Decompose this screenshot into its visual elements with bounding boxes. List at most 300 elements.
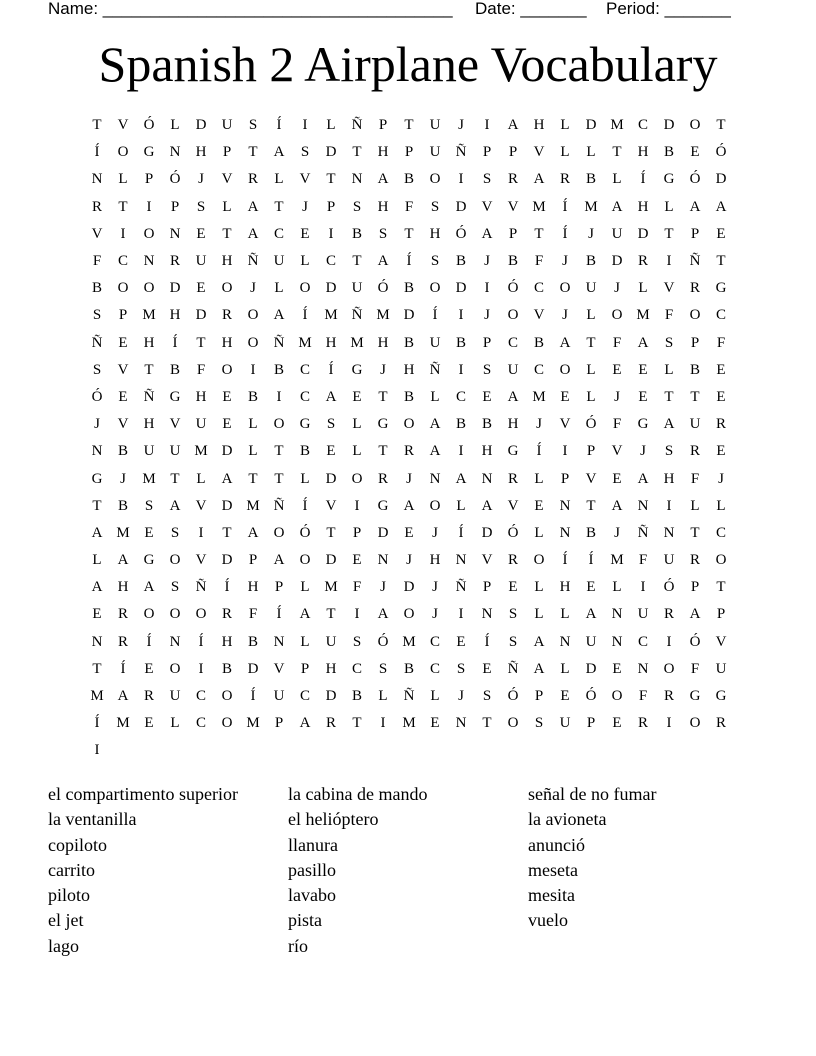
grid-letter: A [117,552,129,569]
grid-letter: B [91,280,102,297]
grid-letter: D [325,688,337,705]
grid-letter: U [429,334,441,351]
grid-letter: O [689,307,701,324]
grid-letter: T [586,497,596,514]
grid-letter: O [689,117,701,134]
grid-letter: Í [328,361,334,378]
grid-letter: B [299,443,310,460]
grid-letter: A [481,225,493,242]
grid-letter: R [221,606,232,623]
grid-letter: I [666,715,672,732]
word-list-item: anunció [528,834,585,855]
grid-letter: T [196,334,206,351]
grid-letter: P [482,144,492,161]
grid-letter: T [326,171,336,188]
grid-letter: C [429,660,440,677]
grid-letter: J [380,361,386,378]
grid-letter: L [534,579,544,596]
grid-letter: Ó [377,633,389,650]
word-list-item: río [288,935,308,956]
grid-letter: N [91,633,103,650]
grid-letter: I [250,361,256,378]
grid-letter: Ñ [195,579,207,596]
grid-letter: G [351,361,363,378]
grid-letter: M [636,307,650,324]
grid-letter: F [534,253,544,270]
word-list-item: lago [48,935,79,956]
grid-letter: U [429,144,441,161]
grid-letter: V [195,497,207,514]
grid-letter: Ñ [273,497,285,514]
grid-letter: H [195,144,207,161]
grid-letter: B [481,416,492,433]
grid-letter: L [456,497,466,514]
grid-letter: T [378,388,388,405]
grid-letter: A [117,688,129,705]
grid-letter: D [169,280,181,297]
grid-letter: Ñ [455,579,467,596]
grid-letter: M [402,715,416,732]
grid-letter: Í [224,579,230,596]
grid-letter: E [690,144,700,161]
grid-letter: B [351,688,362,705]
grid-letter: S [430,253,440,270]
grid-letter: N [91,171,103,188]
grid-letter: P [508,144,518,161]
grid-letter: Ó [507,688,519,705]
grid-letter: J [120,470,126,487]
word-list-item: la cabina de mando [288,784,428,804]
grid-letter: O [221,715,233,732]
grid-letter: S [378,225,388,242]
grid-letter: B [247,388,258,405]
word-list-item: la ventanilla [48,809,137,830]
grid-letter: E [456,633,466,650]
grid-letter: V [507,198,519,215]
grid-letter: U [663,552,675,569]
grid-letter: P [482,334,492,351]
grid-letter: C [429,633,440,650]
word-list-column [288,782,528,959]
grid-letter: L [560,606,570,623]
grid-letter: V [533,307,545,324]
grid-letter: T [612,144,622,161]
grid-letter: O [429,497,441,514]
grid-letter: E [638,361,648,378]
grid-letter: E [404,524,414,541]
grid-letter: C [533,280,544,297]
grid-letter: L [534,524,544,541]
grid-letter: O [351,470,363,487]
word-list-item: mesita [528,885,575,906]
grid-letter: V [221,171,233,188]
grid-letter: H [169,307,181,324]
grid-letter: Ó [663,579,675,596]
grid-letter: E [144,524,154,541]
grid-letter: M [246,497,260,514]
grid-letter: S [92,361,102,378]
grid-letter: R [689,280,700,297]
grid-letter: C [273,225,284,242]
grid-letter: Í [146,633,152,650]
grid-letter: U [611,225,623,242]
grid-letter: L [352,443,362,460]
grid-letter: C [507,334,518,351]
grid-letter: L [690,497,700,514]
word-list-item: pasillo [288,859,336,880]
grid-letter: C [195,688,206,705]
grid-letter: U [143,443,155,460]
grid-letter: R [637,715,648,732]
grid-letter: Ó [585,416,597,433]
grid-letter: I [666,633,672,650]
grid-letter: D [221,443,233,460]
grid-letter: E [222,388,232,405]
grid-letter: Ñ [429,361,441,378]
grid-letter: F [638,552,648,569]
grid-letter: A [273,307,285,324]
grid-letter: M [402,633,416,650]
date-field-label: Date: _______ [475,0,587,18]
grid-letter: H [377,334,389,351]
grid-letter: G [715,688,727,705]
grid-letter: Ñ [351,117,363,134]
grid-letter: E [326,443,336,460]
grid-letter: B [403,334,414,351]
grid-letter: I [354,606,360,623]
grid-letter: G [637,416,649,433]
grid-letter: A [247,225,259,242]
grid-letter: N [559,524,571,541]
grid-letter: T [352,715,362,732]
grid-letter: L [170,715,180,732]
word-list-item: piloto [48,885,91,906]
grid-letter: Í [640,171,646,188]
grid-letter: A [91,579,103,596]
grid-letter: V [91,225,103,242]
grid-letter: J [250,280,256,297]
grid-letter: I [276,388,282,405]
grid-letter: J [94,416,100,433]
grid-letter: H [533,117,545,134]
grid-letter: O [247,307,259,324]
grid-letter: L [638,280,648,297]
grid-letter: A [299,715,311,732]
grid-letter: Í [302,497,308,514]
grid-letter: B [663,144,674,161]
grid-letter: L [716,497,726,514]
grid-letter: C [637,633,648,650]
period-field-label: Period: _______ [606,0,731,18]
grid-letter: P [326,198,336,215]
grid-letter: L [274,171,284,188]
grid-letter: U [169,443,181,460]
grid-letter: T [716,253,726,270]
grid-letter: R [507,171,518,188]
grid-letter: H [429,225,441,242]
grid-letter: T [170,470,180,487]
grid-letter: M [194,443,208,460]
grid-letter: Í [172,334,178,351]
grid-letter: Í [276,117,282,134]
grid-letter: D [481,524,493,541]
grid-letter: L [170,117,180,134]
grid-letter: Ó [455,225,467,242]
grid-letter: U [195,253,207,270]
grid-letter: L [300,633,310,650]
grid-letter: A [377,253,389,270]
grid-letter: D [221,552,233,569]
grid-letter: J [614,280,620,297]
grid-letter: D [325,280,337,297]
grid-letter: C [117,253,128,270]
grid-letter: J [432,524,438,541]
grid-letter: C [715,524,726,541]
grid-letter: E [352,388,362,405]
grid-letter: Ñ [247,253,259,270]
grid-letter: D [377,524,389,541]
grid-letter: P [248,552,258,569]
grid-letter: L [586,361,596,378]
grid-letter: E [560,688,570,705]
grid-letter: J [484,307,490,324]
grid-letter: B [585,524,596,541]
grid-letter: B [403,660,414,677]
grid-letter: O [143,280,155,297]
grid-letter: R [143,688,154,705]
grid-letter: E [144,715,154,732]
grid-letter: G [143,552,155,569]
grid-letter: U [585,280,597,297]
grid-letter: Í [302,307,308,324]
grid-letter: T [378,443,388,460]
grid-letter: A [143,579,155,596]
grid-letter: B [273,361,284,378]
grid-letter: P [378,117,388,134]
grid-letter: J [588,225,594,242]
grid-letter: G [377,497,389,514]
grid-letter: V [663,280,675,297]
grid-letter: Ó [299,524,311,541]
grid-letter: H [377,144,389,161]
word-list-item: señal de no fumar [528,784,657,804]
grid-letter: R [689,443,700,460]
grid-letter: Í [94,715,100,732]
grid-letter: Ó [689,633,701,650]
grid-letter: D [403,579,415,596]
grid-letter: U [351,280,363,297]
grid-letter: A [559,334,571,351]
grid-letter: A [455,470,467,487]
grid-letter: H [247,579,259,596]
grid-letter: E [196,225,206,242]
grid-letter: J [458,117,464,134]
grid-letter: O [559,361,571,378]
grid-letter: S [482,688,492,705]
grid-letter: P [144,171,154,188]
grid-letter: B [455,253,466,270]
grid-letter: M [116,715,130,732]
grid-letter: P [690,334,700,351]
grid-letter: V [507,497,519,514]
grid-letter: Ó [169,171,181,188]
grid-letter: E [144,660,154,677]
grid-letter: L [378,688,388,705]
grid-letter: C [325,253,336,270]
grid-letter: T [274,443,284,460]
grid-letter: N [169,633,181,650]
word-list [48,782,768,959]
grid-letter: A [689,606,701,623]
grid-letter: O [507,307,519,324]
grid-letter: A [247,524,259,541]
grid-letter: L [300,579,310,596]
grid-letter: S [352,198,362,215]
grid-letter: M [298,334,312,351]
grid-letter: N [637,660,649,677]
word-list-item: carrito [48,859,95,880]
grid-letter: G [299,416,311,433]
grid-letter: B [403,388,414,405]
grid-letter: T [222,524,232,541]
word-list-item: la avioneta [528,809,607,830]
grid-letter: A [299,606,311,623]
grid-letter: S [482,361,492,378]
grid-letter: R [91,198,102,215]
grid-letter: P [274,715,284,732]
word-list-item: el compartimento superior [48,784,238,804]
grid-letter: G [715,280,727,297]
grid-letter: H [559,579,571,596]
grid-letter: R [117,606,128,623]
grid-letter: F [716,334,726,351]
grid-letter: N [91,443,103,460]
grid-letter: D [325,144,337,161]
grid-letter: H [325,660,337,677]
grid-letter: D [247,660,259,677]
grid-letter: A [377,606,389,623]
grid-letter: S [664,334,674,351]
grid-letter: Ñ [91,334,103,351]
grid-letter: T [352,144,362,161]
grid-letter: M [376,307,390,324]
grid-letter: L [430,388,440,405]
grid-letter: F [612,416,622,433]
grid-letter: S [300,144,310,161]
grid-letter: E [716,361,726,378]
grid-letter: J [562,307,568,324]
grid-letter: V [533,144,545,161]
grid-letter: O [403,606,415,623]
grid-letter: I [562,443,568,460]
grid-letter: A [429,416,441,433]
grid-letter: J [536,416,542,433]
grid-letter: S [430,198,440,215]
grid-letter: L [560,144,570,161]
grid-letter: M [90,688,104,705]
grid-letter: A [533,660,545,677]
grid-letter: O [117,280,129,297]
grid-letter: A [273,144,285,161]
grid-letter: E [534,497,544,514]
grid-letter: C [299,388,310,405]
grid-letter: Í [536,443,542,460]
grid-letter: B [351,225,362,242]
grid-letter: E [716,225,726,242]
grid-letter: T [92,497,102,514]
grid-letter: L [326,117,336,134]
grid-letter: I [94,742,100,759]
grid-letter: Ó [377,280,389,297]
grid-letter: Ñ [273,334,285,351]
grid-letter: B [455,334,466,351]
grid-letter: V [611,443,623,460]
grid-letter: T [690,524,700,541]
grid-letter: T [352,253,362,270]
grid-letter: O [273,416,285,433]
grid-letter: L [534,470,544,487]
grid-letter: Ñ [455,144,467,161]
grid-letter: S [482,171,492,188]
grid-letter: P [170,198,180,215]
grid-letter: J [198,171,204,188]
grid-letter: G [663,171,675,188]
grid-letter: A [507,388,519,405]
grid-letter: U [715,660,727,677]
grid-letter: P [404,144,414,161]
grid-letter: G [377,416,389,433]
grid-letter: P [586,443,596,460]
grid-letter: L [560,117,570,134]
grid-letter: U [221,117,233,134]
grid-letter: G [689,688,701,705]
grid-letter: D [325,552,337,569]
grid-letter: R [663,606,674,623]
grid-letter: V [273,660,285,677]
grid-letter: U [689,416,701,433]
grid-letter: A [325,388,337,405]
grid-letter: O [429,280,441,297]
grid-letter: V [195,552,207,569]
grid-letter: J [302,198,308,215]
grid-letter: N [481,606,493,623]
grid-letter: Ó [91,388,103,405]
grid-letter: T [404,117,414,134]
grid-letter: L [664,361,674,378]
word-list-item: vuelo [528,910,568,931]
grid-letter: R [247,171,258,188]
grid-letter: O [169,606,181,623]
grid-letter: I [458,443,464,460]
grid-letter: S [326,416,336,433]
grid-letter: Í [250,688,256,705]
grid-letter: O [611,307,623,324]
grid-letter: U [195,416,207,433]
grid-letter: L [352,416,362,433]
word-list-item: pista [288,910,322,931]
grid-letter: T [690,388,700,405]
grid-letter: T [716,579,726,596]
grid-letter: H [221,253,233,270]
grid-letter: L [92,552,102,569]
grid-letter: D [455,198,467,215]
grid-letter: C [351,660,362,677]
grid-letter: I [328,225,334,242]
grid-letter: H [507,416,519,433]
grid-letter: J [406,552,412,569]
grid-letter: D [195,117,207,134]
grid-letter: B [403,280,414,297]
